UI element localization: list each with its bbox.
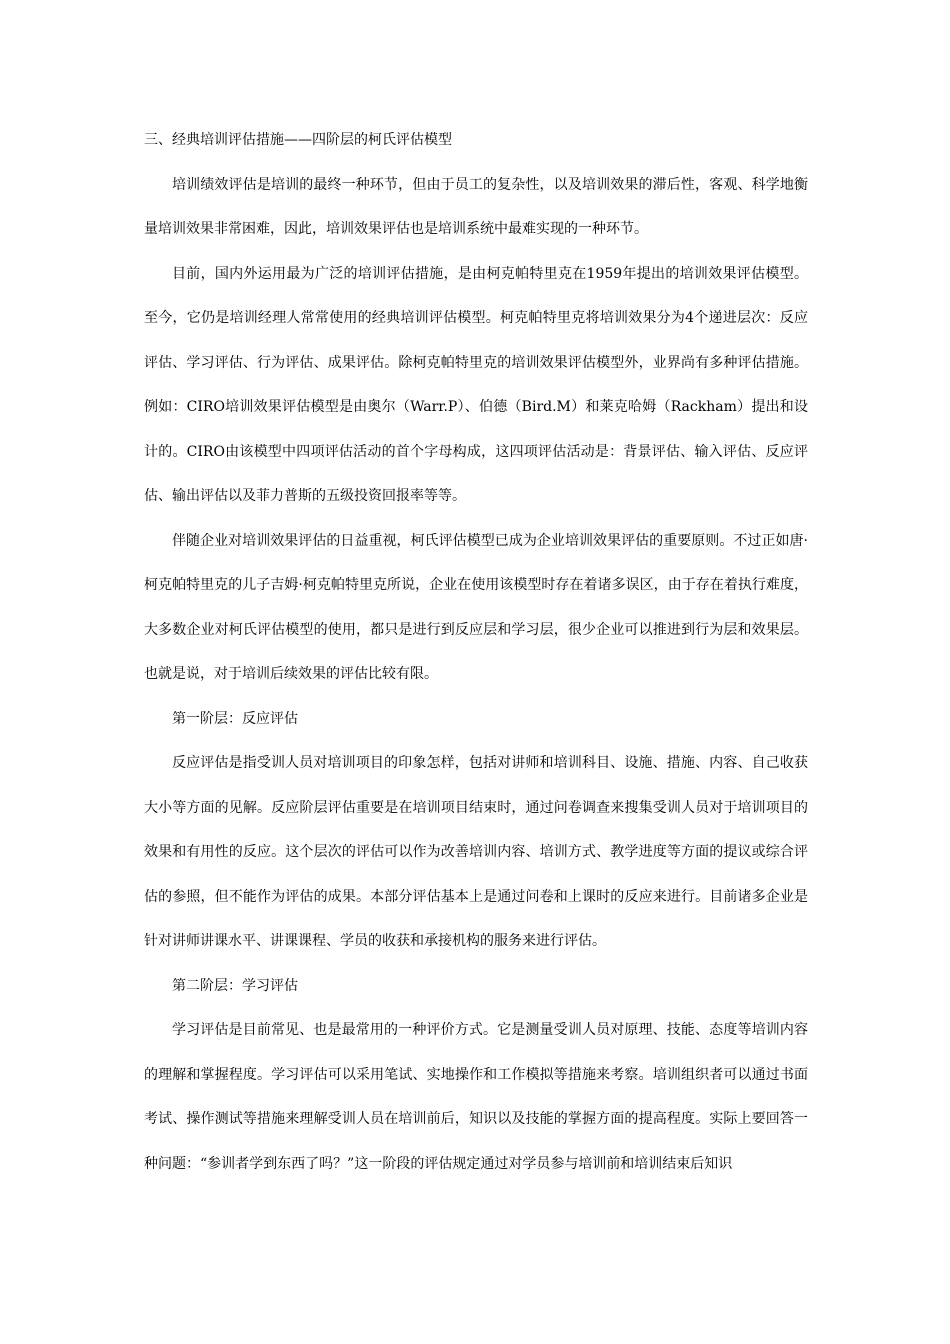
subheading-level-one: 第一阶层：反应评估 (172, 710, 298, 727)
subheading-level-two: 第二阶层：学习评估 (172, 977, 298, 994)
paragraph-reaction-evaluation: 反应评估是指受训人员对培训项目的印象怎样，包括对讲师和培训科目、设施、措施、内容、自己收获大小等方面的见解。反应阶层评估重要是在培训项目结束时，通过问卷调查来搜集受训人员对于培训项目的效果和有用性的反应。这个层次的评估可以作为改善培训内容、培训方式、教学进度等方面的提议或综合评估的参照，但不能作为评估的成果。本部分评估基本上是通过问卷和上课时的反应来进行。目前诸多企业是针对讲师讲课水平、讲课课程、学员的收获和承接机构的服务来进行评估。 (144, 755, 808, 949)
paragraph-intro: 培训绩效评估是培训的最终一种环节，但由于员工的复杂性，以及培训效果的滞后性，客观、科学地衡量培训效果非常困难，因此，培训效果评估也是培训系统中最难实现的一种环节。 (144, 176, 808, 237)
paragraph-learning-evaluation: 学习评估是目前常见、也是最常用的一种评价方式。它是测量受训人员对原理、技能、态度等培训内容的理解和掌握程度。学习评估可以采用笔试、实地操作和工作模拟等措施来考察。培训组织者可以通过书面考试、操作测试等措施来理解受训人员在培训前后，知识以及技能的掌握方面的提高程度。实际上要回答一种问题：“参训者学到东西了吗？”这一阶段的评估规定通过对学员参与培训前和培训结束后知识 (144, 1022, 808, 1172)
document-body (144, 118, 808, 1186)
paragraph-model-history: 目前，国内外运用最为广泛的培训评估措施，是由柯克帕特里克在1959年提出的培训效果评估模型。至今，它仍是培训经理人常常使用的经典培训评估模型。柯克帕特里克将培训效果分为4个递进层次：反应评估、学习评估、行为评估、成果评估。除柯克帕特里克的培训效果评估模型外，业界尚有多种评估措施。例如：CIRO培训效果评估模型是由奥尔（Warr.P）、伯德（Bird.M）和莱克哈姆（Rackham）提出和设计的。CIRO由该模型中四项评估活动的首个字母构成，这四项评估活动是：背景评估、输入评估、反应评估、输出评估以及菲力普斯的五级投资回报率等等。 (144, 265, 808, 504)
paragraph-model-usage: 伴随企业对培训效果评估的日益重视，柯氏评估模型已成为企业培训效果评估的重要原则。不过正如唐·柯克帕特里克的儿子吉姆·柯克帕特里克所说，企业在使用该模型时存在着诸多误区，由于存在着执行难度，大多数企业对柯氏评估模型的使用，都只是进行到反应层和学习层，很少企业可以推进到行为层和效果层。也就是说，对于培训后续效果的评估比较有限。 (144, 532, 808, 682)
section-heading: 三、经典培训评估措施——四阶层的柯氏评估模型 (144, 132, 452, 148)
